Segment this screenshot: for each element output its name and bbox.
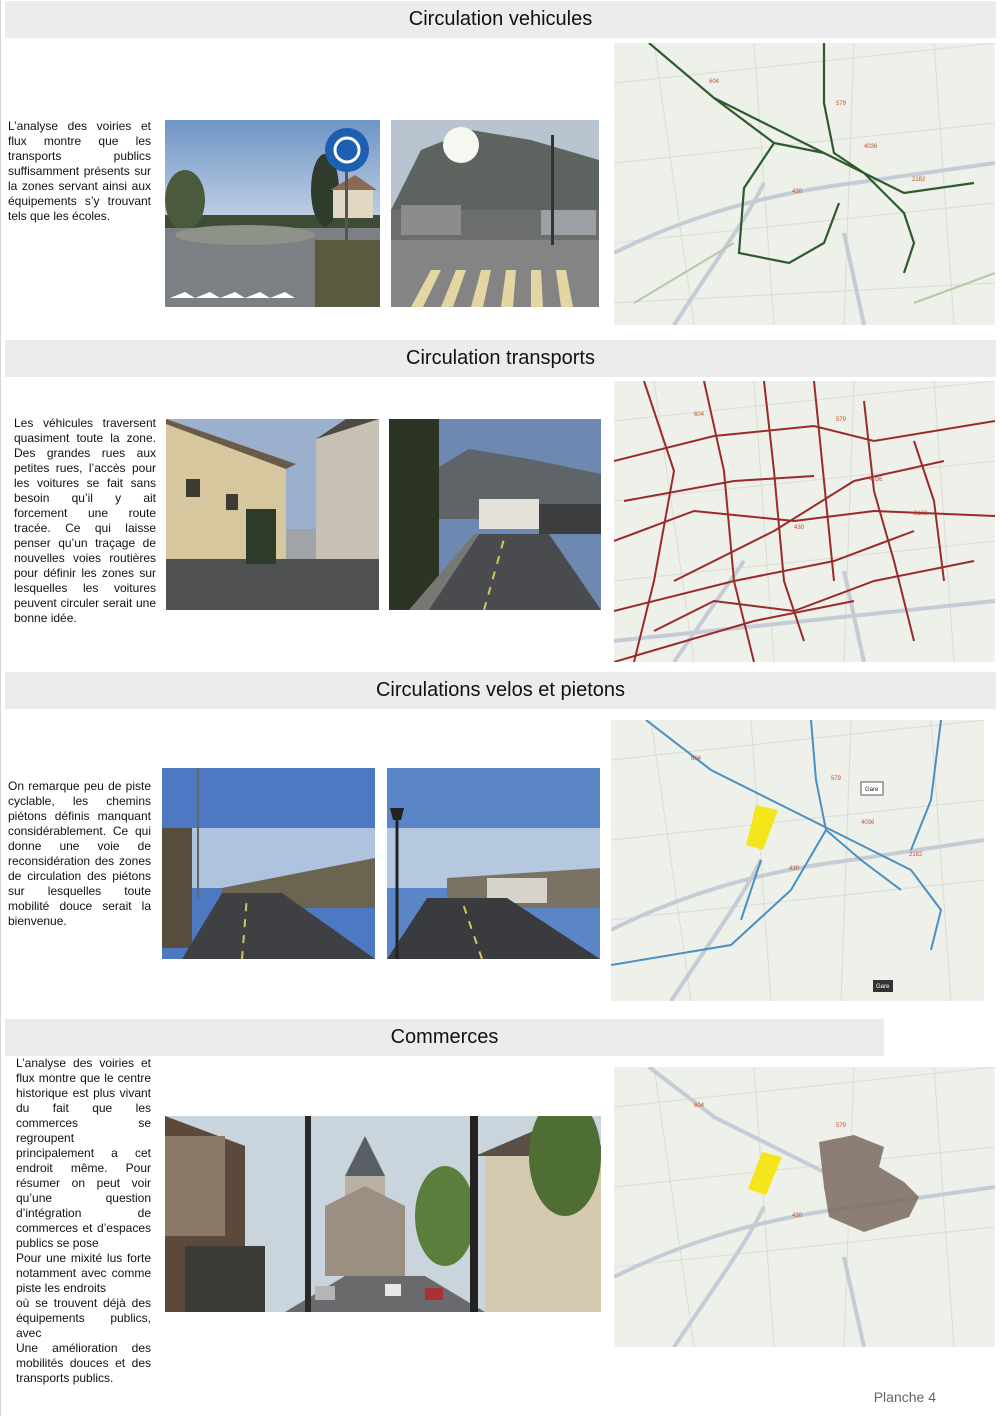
photo-crossing <box>391 120 599 307</box>
page-edge-line <box>0 0 1 1416</box>
svg-text:604: 604 <box>694 412 705 418</box>
svg-text:579: 579 <box>836 1123 847 1129</box>
photo-historic-center <box>165 1116 601 1312</box>
map-transports <box>614 381 995 662</box>
commerces-line-1: L’analyse des voiries et flux montre que le centre historique est plus vivant du fait que les commerces se regroupent principalement a cet endroit même. Pour résumer on peut voir qu’une question d’intégration de commerces et d’espaces publics se pose <box>16 1056 151 1250</box>
svg-text:430: 430 <box>792 189 803 195</box>
section-title-transports: Circulation transports <box>5 340 996 377</box>
section-title-vehicules: Circulation vehicules <box>5 1 996 38</box>
map-velos <box>611 720 984 1001</box>
section-text-vehicules: L’analyse des voiries et flux montre que les transports publics suffisamment présents sur la zones servant ainsi aux équipements s’y trouvant tels que les écoles. <box>8 119 151 223</box>
svg-text:430: 430 <box>792 1213 803 1219</box>
svg-text:430: 430 <box>794 525 805 531</box>
photo-roundabout <box>165 120 380 307</box>
photo-road-sidewalk <box>162 768 375 959</box>
section-text-commerces <box>16 1056 151 1386</box>
map-commerces <box>614 1067 995 1347</box>
svg-text:430: 430 <box>789 866 800 872</box>
svg-text:579: 579 <box>831 776 842 782</box>
map-label-gare-2: Gare <box>876 984 890 990</box>
svg-text:604: 604 <box>691 756 702 762</box>
section-title-velos: Circulations velos et pietons <box>5 672 996 709</box>
section-text-transports: Les véhicules traversent quasiment toute la zone. Des grandes rues aux petites rues, l’accès pour les voitures se fait sans besoin qu’il y ait forcement une route tracée. Ce qui laisse penser qu’un traçage de nouvelles voies routières pour définir les zones sur lesquelles les voitures peuvent circuler serait une bonne idée. <box>14 416 156 625</box>
svg-text:604: 604 <box>709 79 720 85</box>
map-label-gare-1: Gare <box>865 787 879 793</box>
svg-text:2182: 2182 <box>914 511 928 517</box>
photo-road-streetlamp <box>387 768 600 959</box>
photo-village-street <box>166 419 379 610</box>
photo-road-mountain <box>389 419 601 610</box>
svg-text:4036: 4036 <box>861 820 875 826</box>
section-text-velos: On remarque peu de piste cyclable, les chemins piétons définis manquant considérablement. Ce qui donne une voie de reconsidération des zones de circulation des piétons sur lesquelles toute mobilité douce serait la bienvenue. <box>8 779 151 928</box>
commerces-line-3: où se trouvent déjà des équipements publics, avec <box>16 1296 151 1340</box>
svg-text:4036: 4036 <box>869 477 883 483</box>
svg-text:2182: 2182 <box>912 177 926 183</box>
commerces-line-2: Pour une mixité lus forte notamment avec comme piste les endroits <box>16 1251 151 1295</box>
page-footer: Planche 4 <box>873 1389 936 1405</box>
map-vehicules <box>614 43 995 325</box>
svg-text:604: 604 <box>694 1103 705 1109</box>
svg-text:579: 579 <box>836 417 847 423</box>
section-title-commerces: Commerces <box>5 1019 884 1056</box>
commerces-line-4: Une amélioration des mobilités douces et des transports publics. <box>16 1341 151 1385</box>
svg-text:579: 579 <box>836 101 847 107</box>
svg-text:4036: 4036 <box>864 144 878 150</box>
svg-text:2182: 2182 <box>909 852 923 858</box>
